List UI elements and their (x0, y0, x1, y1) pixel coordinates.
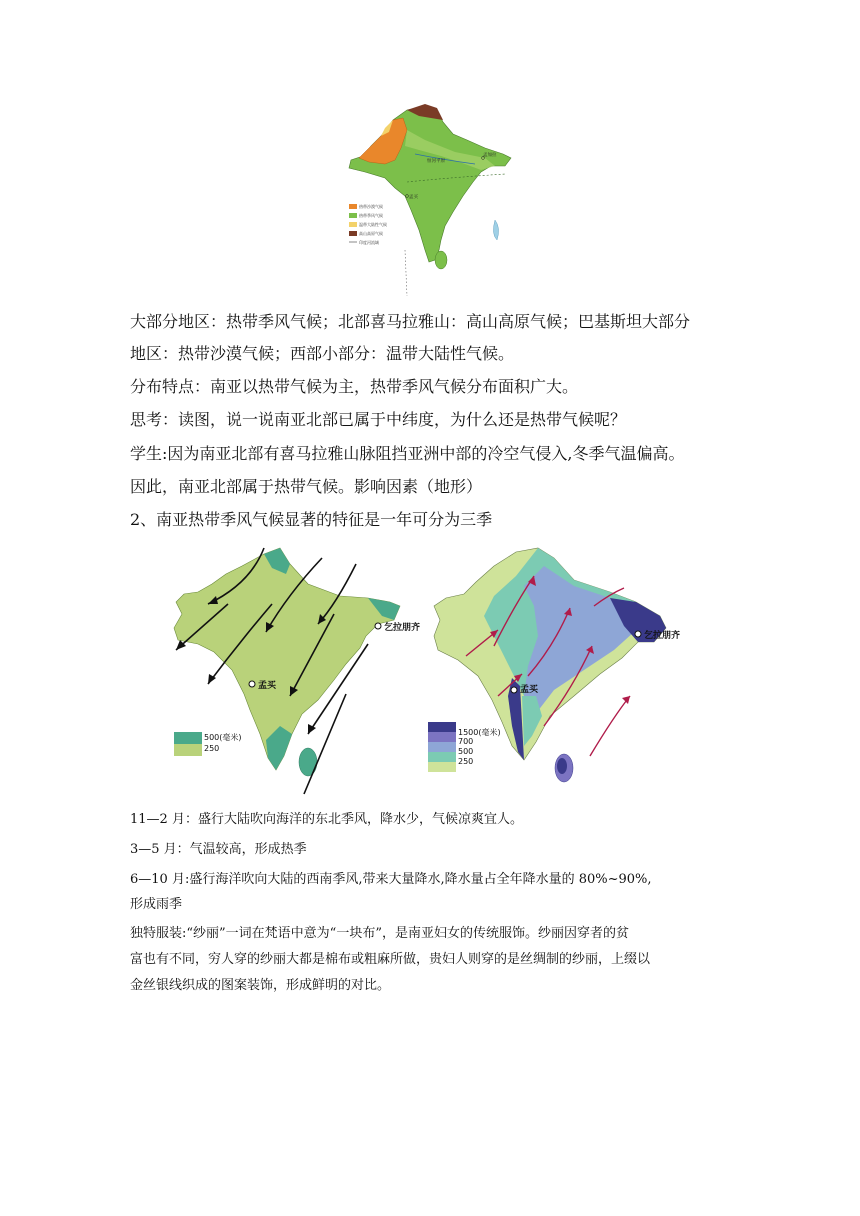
city-cherrapunji: 乞拉朋齐 (644, 631, 681, 641)
legend-250: 250 (458, 757, 474, 766)
sari-paragraph-line2: 富也有不同，穷人穿的纱丽大都是棉布或粗麻所做，贵妇人则穿的是丝绸制的纱丽，上缀以 (130, 952, 651, 967)
left-map-legend (174, 732, 242, 756)
map-sri-lanka (299, 748, 317, 776)
map-label-ganges: 恒河平原 (427, 159, 445, 164)
summer-monsoon-map (424, 546, 700, 786)
map-sri-lanka (435, 251, 447, 269)
map-label-bengal: 孟加拉 (483, 153, 497, 158)
legend-highland: 高山高原气候 (359, 231, 383, 236)
student-answer-line2: 因此，南亚北部属于热带气候。影响因素（地形） (130, 477, 483, 496)
season-rainy-line1: 6—10 月:盛行海洋吹向大陆的西南季风,带来大量降水,降水量占全年降水量的 80%~90%, (130, 872, 652, 887)
map-zone-700 (524, 566, 636, 716)
sari-paragraph-line3: 金丝银线织成的图案装饰，形成鲜明的对比。 (130, 978, 391, 993)
map-landmass (349, 106, 511, 262)
section-heading: 2、南亚热带季风气候显著的特征是一年可分为三季 (130, 510, 493, 529)
legend-500: 500(毫米) (204, 733, 242, 742)
climate-distribution-line2: 地区：热带沙漠气候；西部小部分：温带大陆性气候。 (130, 344, 515, 363)
distribution-feature: 分布特点：南亚以热带气候为主，热带季风气候分布面积广大。 (130, 377, 579, 396)
city-mumbai: 孟买 (520, 685, 539, 695)
city-mumbai: 孟买 (258, 681, 277, 691)
legend-1500: 1500(毫米) (458, 728, 501, 737)
right-map-legend (428, 722, 501, 772)
sari-paragraph-line1: 独特服装:“纱丽”一词在梵语中意为“一块布”，是南亚妇女的传统服饰。纱丽因穿者的贫 (130, 926, 629, 941)
map-label-mumbai: 孟买 (409, 195, 418, 200)
city-cherrapunji: 乞拉朋齐 (384, 623, 421, 633)
thinking-question: 思考：读图，说一说南亚北部已属于中纬度，为什么还是热带气候呢？ (130, 410, 627, 429)
legend-250: 250 (204, 744, 220, 753)
legend-temperate: 温带大陆性气候 (359, 222, 387, 227)
legend-desert: 热带沙漠气候 (359, 204, 383, 209)
south-asia-climate-map (345, 100, 517, 300)
season-rainy-line2: 形成雨季 (130, 897, 183, 912)
season-hot: 3—5 月：气温较高，形成热季 (130, 842, 307, 857)
legend-700: 700 (458, 737, 474, 746)
legend-monsoon: 热带季风气候 (359, 213, 383, 218)
season-winter: 11—2 月：盛行大陆吹向海洋的东北季风，降水少，气候凉爽宜人。 (130, 812, 523, 827)
top-map-legend (349, 203, 387, 245)
legend-500: 500 (458, 747, 474, 756)
climate-distribution-line1: 大部分地区：热带季风气候；北部喜马拉雅山：高山高原气候；巴基斯坦大部分 (130, 312, 691, 331)
map-andaman-islands (493, 220, 498, 240)
legend-boundary: 印度河流域 (359, 240, 379, 245)
student-answer-line1: 学生:因为南亚北部有喜马拉雅山脉阻挡亚洲中部的冷空气侵入,冬季气温偏高。 (130, 444, 685, 463)
winter-monsoon-map (168, 544, 421, 792)
map-dotted-line (405, 250, 407, 296)
